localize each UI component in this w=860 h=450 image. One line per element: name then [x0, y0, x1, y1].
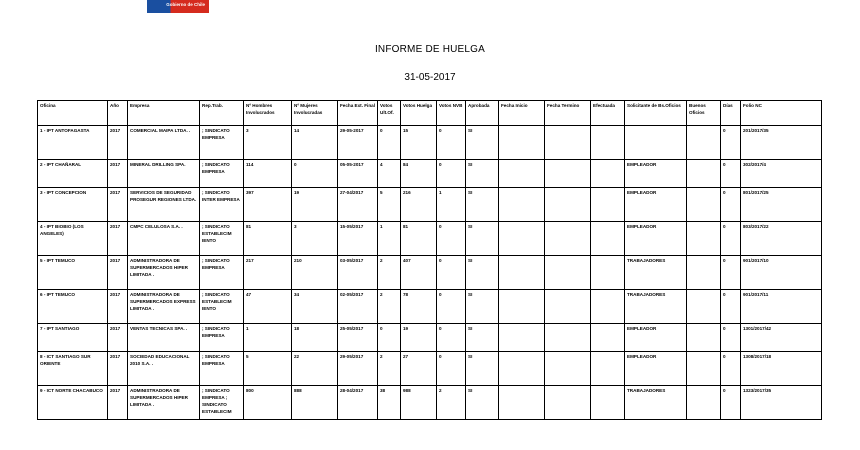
- table-cell: [687, 256, 721, 290]
- table-cell: [499, 160, 545, 188]
- table-cell: 1 - IPT ANTOFAGASTA: [38, 126, 108, 160]
- table-cell: 5: [244, 352, 292, 386]
- table-cell: SOCIEDAD EDUCACIONAL 2010 S.A. .: [128, 352, 200, 386]
- column-header: Folio NC: [741, 101, 822, 126]
- table-cell: [545, 188, 591, 222]
- table-cell: ; SINDICATO EMPRESA ; SINDICATO ESTABLECIM: [200, 386, 244, 420]
- table-cell: [499, 188, 545, 222]
- table-cell: [545, 352, 591, 386]
- table-cell: 5: [378, 188, 401, 222]
- table-cell: COMERCIAL MAIPA LTDA. .: [128, 126, 200, 160]
- table-cell: [591, 188, 625, 222]
- table-cell: [591, 324, 625, 352]
- table-cell: 302/2017/4: [741, 160, 822, 188]
- table-cell: 888: [292, 386, 338, 420]
- table-cell: ; SINDICATO EMPRESA: [200, 352, 244, 386]
- government-logo: [147, 0, 209, 13]
- table-cell: [591, 126, 625, 160]
- table-cell: 801/2017/25: [741, 188, 822, 222]
- table-cell: [687, 324, 721, 352]
- table-cell: 216: [401, 188, 437, 222]
- table-cell: [591, 352, 625, 386]
- table-cell: 114: [244, 160, 292, 188]
- table-cell: ; SINDICATO EMPRESA: [200, 256, 244, 290]
- table-cell: 803/2017/22: [741, 222, 822, 256]
- table-cell: 47: [244, 290, 292, 324]
- table-cell: 3 - IPT CONCEPCION: [38, 188, 108, 222]
- table-cell: 0: [437, 222, 466, 256]
- report-title: INFORME DE HUELGA: [374, 44, 486, 55]
- table-cell: [499, 290, 545, 324]
- table-cell: 2017: [108, 324, 128, 352]
- table-cell: ; SINDICATO INTER EMPRESA: [200, 188, 244, 222]
- table-cell: 0: [721, 290, 741, 324]
- table-cell: 38: [378, 386, 401, 420]
- table-cell: 29-05-2017: [338, 126, 378, 160]
- table-cell: 0: [437, 324, 466, 352]
- table-header-row: [38, 101, 822, 126]
- column-header: Efectuada: [591, 101, 625, 126]
- table-cell: 28-04/2017: [338, 386, 378, 420]
- table-cell: [687, 352, 721, 386]
- table-cell: 4 - IPT BIOBIO (LOS ANGELES): [38, 222, 108, 256]
- table-cell: [545, 324, 591, 352]
- table-body: [38, 126, 822, 420]
- table-cell: 1: [378, 222, 401, 256]
- column-header: Empresa: [128, 101, 200, 126]
- column-header: Votos Huelga: [401, 101, 437, 126]
- table-cell: 2: [378, 290, 401, 324]
- table-cell: [545, 386, 591, 420]
- table-cell: 0: [437, 352, 466, 386]
- table-cell: 02-05/2017: [338, 290, 378, 324]
- table-cell: SI: [466, 256, 499, 290]
- table-cell: [687, 386, 721, 420]
- table-cell: 15-05/2017: [338, 222, 378, 256]
- table-cell: 407: [401, 256, 437, 290]
- column-header: Oficina: [38, 101, 108, 126]
- column-header: Fecha Ext. Final: [338, 101, 378, 126]
- table-cell: TRABAJADORES: [625, 256, 687, 290]
- table-cell: ADMINISTRADORA DE SUPERMERCADOS HIPER LIMITADA .: [128, 386, 200, 420]
- table-cell: SI: [466, 352, 499, 386]
- table-cell: 0: [721, 386, 741, 420]
- table-cell: 0: [437, 256, 466, 290]
- column-header: Fecha Inicio: [499, 101, 545, 126]
- table-cell: 19: [292, 188, 338, 222]
- table-cell: 2017: [108, 222, 128, 256]
- table-cell: ADMINISTRADORA DE SUPERMERCADOS HIPER LIMITADA .: [128, 256, 200, 290]
- table-cell: 0: [437, 126, 466, 160]
- table-cell: 397: [244, 188, 292, 222]
- column-header: Año: [108, 101, 128, 126]
- table-cell: ADMINISTRADORA DE SUPERMERCADOS EXPRESS LIMITADA .: [128, 290, 200, 324]
- table-cell: 1308/2017/18: [741, 352, 822, 386]
- table-cell: 210: [292, 256, 338, 290]
- table-cell: [591, 222, 625, 256]
- column-header: Nº Mujeres Involucradas: [292, 101, 338, 126]
- table-cell: [499, 222, 545, 256]
- table-cell: TRABAJADORES: [625, 290, 687, 324]
- column-header: Solicitante de Bs.Oficios: [625, 101, 687, 126]
- table-cell: 901/2017/11: [741, 290, 822, 324]
- table-cell: 800: [244, 386, 292, 420]
- table-cell: 0: [378, 126, 401, 160]
- table-row: [38, 386, 822, 420]
- table-cell: 2017: [108, 386, 128, 420]
- strike-report-table: [37, 100, 822, 420]
- table-cell: [545, 126, 591, 160]
- table-cell: SI: [466, 160, 499, 188]
- table-cell: 2: [378, 256, 401, 290]
- column-header: Aprobada: [466, 101, 499, 126]
- table-cell: 201/2017/35: [741, 126, 822, 160]
- column-header: Rep.Trab.: [200, 101, 244, 126]
- table-cell: 81: [244, 222, 292, 256]
- table-cell: ; SINDICATO ESTABLECIM IENTO: [200, 290, 244, 324]
- table-cell: 03-05/2017: [338, 256, 378, 290]
- table-cell: 901/2017/10: [741, 256, 822, 290]
- table-cell: ; SINDICATO ESTABLECIM IENTO: [200, 222, 244, 256]
- table-cell: VENTAS TECNICAS SPA. .: [128, 324, 200, 352]
- table-cell: 25-05/2017: [338, 324, 378, 352]
- table-cell: 1: [244, 324, 292, 352]
- table-cell: EMPLEADOR: [625, 222, 687, 256]
- table-cell: EMPLEADOR: [625, 324, 687, 352]
- table-cell: 1323/2017/35: [741, 386, 822, 420]
- table-cell: 14: [292, 126, 338, 160]
- table-cell: 18: [292, 324, 338, 352]
- logo-text: Gobierno de Chile: [166, 2, 205, 7]
- table-cell: SI: [466, 188, 499, 222]
- table-cell: ; SINDICATO EMPRESA: [200, 126, 244, 160]
- table-cell: 2 - IPT CHAÑARAL: [38, 160, 108, 188]
- report-date: 31-05-2017: [404, 72, 456, 83]
- table-cell: 19: [401, 324, 437, 352]
- table-cell: [687, 290, 721, 324]
- table-cell: 27: [401, 352, 437, 386]
- table-cell: 05-05-2017: [338, 160, 378, 188]
- table-cell: ; SINDICATO EMPRESA: [200, 160, 244, 188]
- table-cell: [687, 188, 721, 222]
- table-cell: SI: [466, 290, 499, 324]
- table-row: [38, 160, 822, 188]
- table-cell: 6 - IPT TEMUCO: [38, 290, 108, 324]
- table-cell: EMPLEADOR: [625, 188, 687, 222]
- table-cell: [591, 256, 625, 290]
- table-cell: 7 - IPT SANTIAGO: [38, 324, 108, 352]
- table-cell: 8 - ICT SANTIAGO SUR ORIENTE: [38, 352, 108, 386]
- table-cell: 0: [721, 160, 741, 188]
- table-cell: EMPLEADOR: [625, 352, 687, 386]
- table-cell: 1301/2017/42: [741, 324, 822, 352]
- table-cell: [687, 160, 721, 188]
- table-cell: 0: [721, 188, 741, 222]
- table-cell: SI: [466, 324, 499, 352]
- table-cell: 0: [378, 324, 401, 352]
- table-cell: 27-04/2017: [338, 188, 378, 222]
- table-cell: 2017: [108, 188, 128, 222]
- table-cell: [545, 160, 591, 188]
- table-cell: 9 - ICT NORTE CHACABUCO: [38, 386, 108, 420]
- table-cell: 0: [437, 290, 466, 324]
- table-cell: 84: [401, 160, 437, 188]
- table-row: [38, 188, 822, 222]
- column-header: Votos Ult.Of.: [378, 101, 401, 126]
- table-cell: SI: [466, 386, 499, 420]
- table-cell: 3: [244, 126, 292, 160]
- table-row: [38, 324, 822, 352]
- table-cell: [499, 386, 545, 420]
- table-cell: [499, 352, 545, 386]
- table-cell: 0: [437, 160, 466, 188]
- table-cell: [545, 256, 591, 290]
- table-cell: 988: [401, 386, 437, 420]
- table-cell: 3: [292, 222, 338, 256]
- table-cell: [591, 386, 625, 420]
- table-cell: 29-05/2017: [338, 352, 378, 386]
- table-cell: 2017: [108, 256, 128, 290]
- table-cell: 1: [437, 188, 466, 222]
- table-cell: ; SINDICATO EMPRESA: [200, 324, 244, 352]
- table-cell: 0: [292, 160, 338, 188]
- table-cell: 15: [401, 126, 437, 160]
- column-header: Votos NVB: [437, 101, 466, 126]
- table-cell: 2017: [108, 290, 128, 324]
- table-cell: [545, 222, 591, 256]
- table-cell: 22: [292, 352, 338, 386]
- table-cell: [499, 324, 545, 352]
- table-row: [38, 126, 822, 160]
- column-header: Días: [721, 101, 741, 126]
- table-cell: SERVICIOS DE SEGURIDAD PROSEGUR REGIONES LTDA.: [128, 188, 200, 222]
- column-header: Nº Hombres Involucrados: [244, 101, 292, 126]
- table-cell: 81: [401, 222, 437, 256]
- column-header: Buenos Oficios: [687, 101, 721, 126]
- table-cell: 5 - IPT TEMUCO: [38, 256, 108, 290]
- table-cell: [625, 126, 687, 160]
- table-cell: [591, 290, 625, 324]
- table-cell: [545, 290, 591, 324]
- table-cell: 0: [721, 126, 741, 160]
- table-cell: 0: [721, 256, 741, 290]
- table-cell: SI: [466, 126, 499, 160]
- table-cell: 4: [378, 160, 401, 188]
- table-cell: TRABAJADORES: [625, 386, 687, 420]
- table-cell: CMPC CELULOSA S.A. .: [128, 222, 200, 256]
- table-cell: 0: [721, 222, 741, 256]
- table-cell: 2: [378, 352, 401, 386]
- table-cell: EMPLEADOR: [625, 160, 687, 188]
- table-row: [38, 352, 822, 386]
- table-cell: [591, 160, 625, 188]
- table-cell: MINERAL DRILLING SPA.: [128, 160, 200, 188]
- table-cell: 34: [292, 290, 338, 324]
- table-cell: [499, 126, 545, 160]
- column-header: Fecha Termino: [545, 101, 591, 126]
- table-cell: [687, 126, 721, 160]
- table-cell: 78: [401, 290, 437, 324]
- table-row: [38, 256, 822, 290]
- table-cell: 0: [721, 352, 741, 386]
- table-cell: 2017: [108, 160, 128, 188]
- table-row: [38, 290, 822, 324]
- table-row: [38, 222, 822, 256]
- table-cell: 2017: [108, 126, 128, 160]
- table-cell: 2: [437, 386, 466, 420]
- table-cell: 2017: [108, 352, 128, 386]
- table-cell: [687, 222, 721, 256]
- table-cell: SI: [466, 222, 499, 256]
- table-cell: 217: [244, 256, 292, 290]
- table-cell: 0: [721, 324, 741, 352]
- table-cell: [499, 256, 545, 290]
